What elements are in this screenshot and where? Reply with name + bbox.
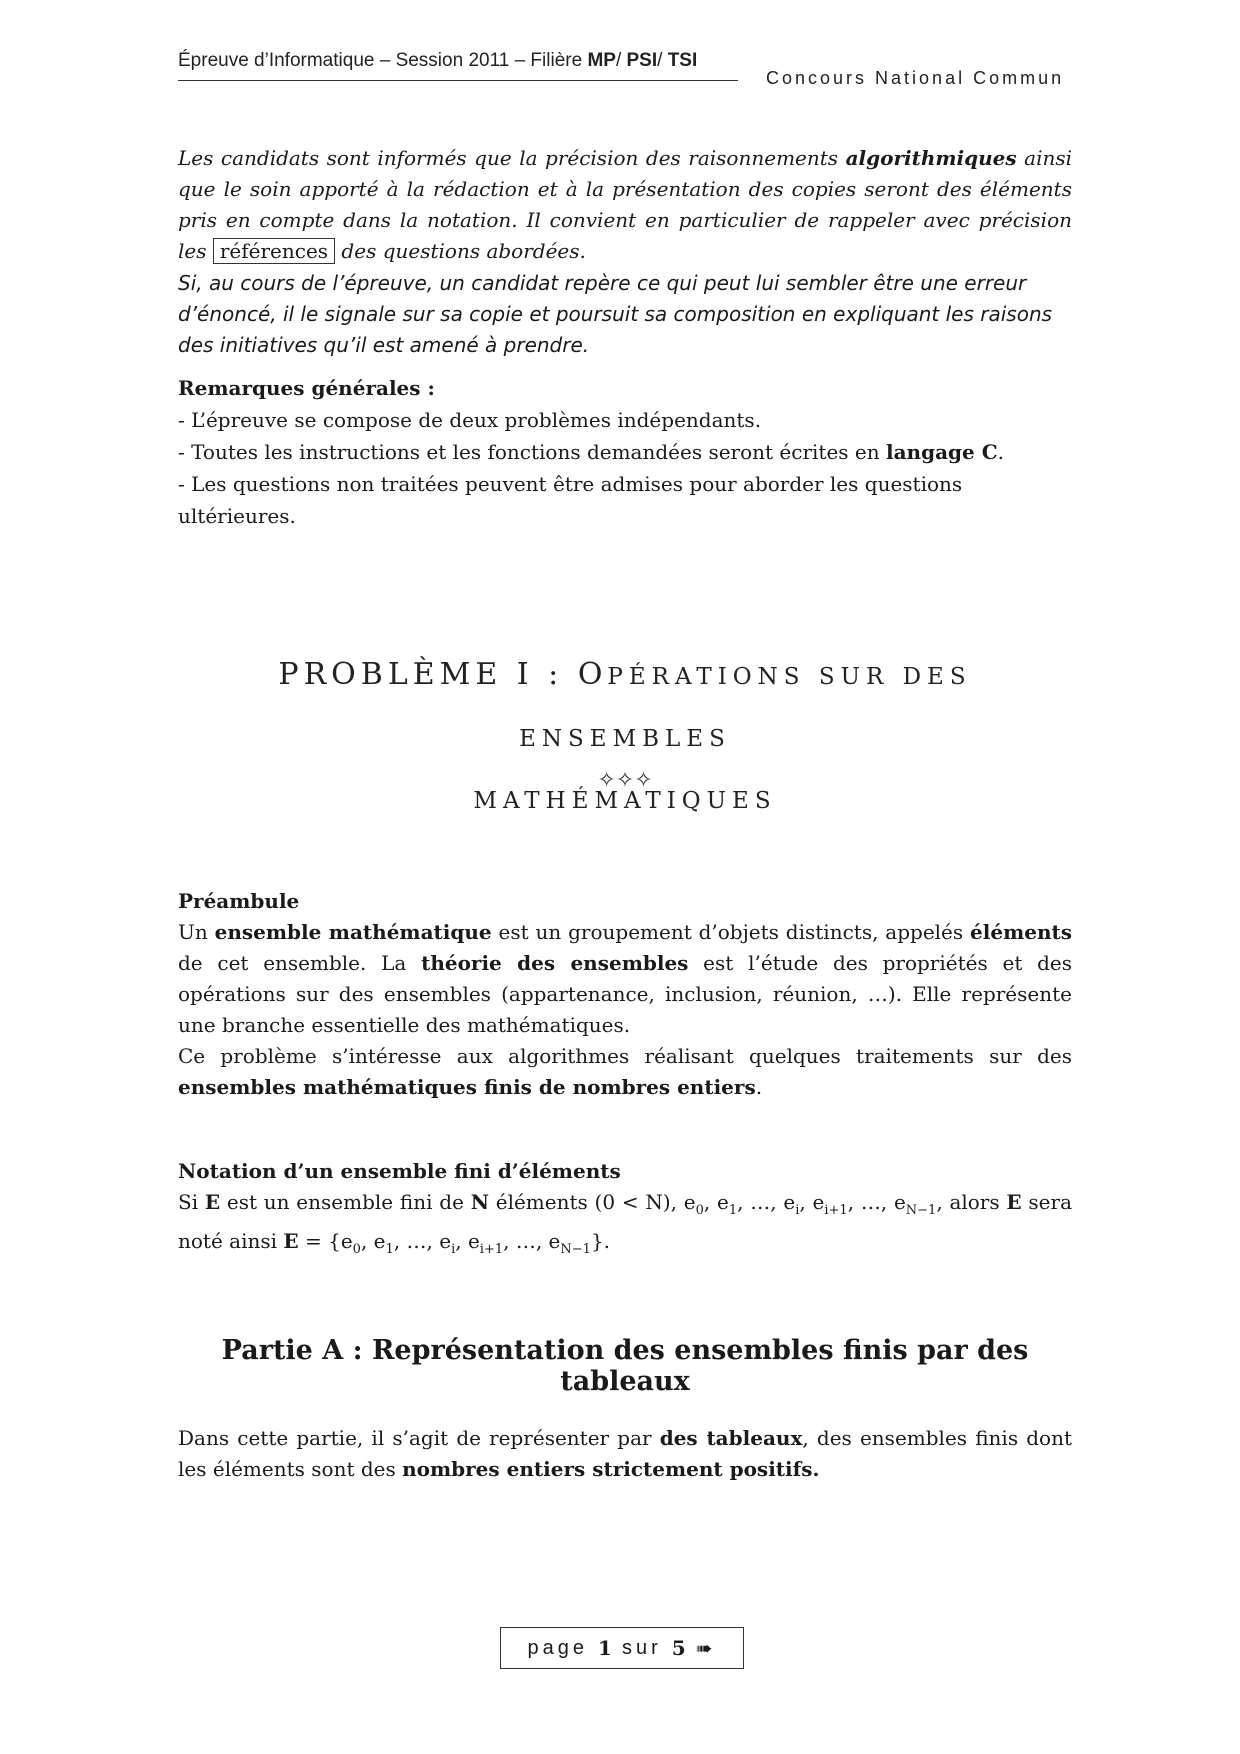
page-number: 1 [598,1636,612,1660]
notation-paragraph: Si E est un ensemble fini de N éléments (0 < N), $e_0$, $e_1$, …, $e_i$, $e_{i+1}$, …, $e_{N-1}$, alors E sera noté ainsi $E = \{e_0$, $e_1$, …, $e_i$, $e_{i+1}$, …, $e_{N-1}$}. [178,1190,1073,1257]
page-footer: page 1 sur 5 ➠ [500,1627,744,1669]
header-tsi: TSI [667,50,698,71]
intro-paragraph: Les candidats sont informés que la précision des raisonnements algorithmiques ainsi que le soin apporté à la rédaction et à la présentation des copies seront des éléments pris en compte dans la notation. Il convient en particulier de rappeler avec précision les références des questions abordées. [178,146,1072,263]
preambule-paragraph: Un ensemble mathématique est un groupement d’objets distincts, appelés éléments de cet ensemble. La théorie des ensembles est l’étude des propriétés et des opérations sur des ensembles (appartenance, inclusion, réunion, …). Elle représente une branche essentielle des mathématiques. [178,920,1073,1037]
stars-ornament: ✧✧✧ [597,768,653,793]
next-page-arrow-icon: ➠ [695,1637,717,1660]
preambule-section [178,886,1072,1103]
notation-title: Notation d’un ensemble fini d’éléments [178,1159,621,1183]
remark-item: - Les questions non traitées peuvent être admises pour aborder les questions ultérieures. [178,472,963,528]
remark-item: - L’épreuve se compose de deux problèmes indépendants. [178,408,762,432]
references-box: références [213,238,335,264]
part-a-paragraph: Dans cette partie, il s’agit de représenter par des tableaux, des ensembles finis dont les éléments sont des nombres entiers strictement positifs. [178,1426,1072,1481]
page-total: 5 [671,1636,686,1660]
preambule-paragraph-2: Ce problème s’intéresse aux algorithmes réalisant quelques traitements sur des ensembles mathématiques finis de nombres entiers. [178,1044,1072,1099]
intro-error-paragraph: Si, au cours de l’épreuve, un candidat repère ce qui peut lui sembler être une erreur d’énoncé, il le signale sur sa copie et poursuit sa composition en expliquant les raisons des initiatives qu’il est amené à prendre. [178,271,1053,357]
header-mp: MP [587,50,616,71]
header-right: Concours National Commun [766,68,1065,88]
remark-item: - Toutes les instructions et les fonctions demandées seront écrites en langage C. [178,440,1004,464]
remarks-title: Remarques générales : [178,376,435,400]
part-a-title: Partie A : Représentation des ensembles finis par des tableaux [221,1335,1029,1397]
header-session: Épreuve d’Informatique – Session 2011 – Filière [178,50,588,71]
preambule-title: Préambule [178,889,300,913]
header-psi: PSI [626,50,658,71]
remarks-section [178,372,1072,532]
header-left: Épreuve d’Informatique – Session 2011 – Filière MP/ PSI/ TSI [178,50,738,81]
notation-section [178,1156,1072,1265]
problem-title: PROBLÈME I : OPÉRATIONS SUR DES ENSEMBLES MATHÉMATIQUES [278,657,972,814]
